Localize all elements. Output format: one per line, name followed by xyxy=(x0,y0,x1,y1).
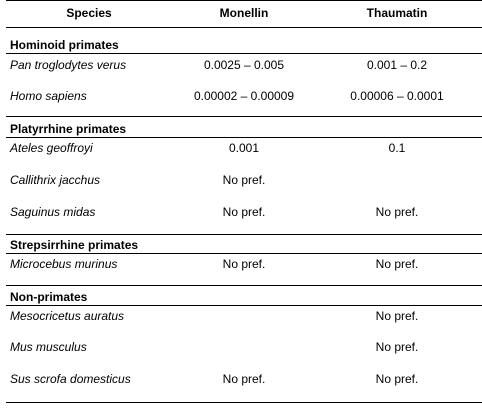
species-name: Homo sapiens xyxy=(10,89,87,103)
thaumatin-value: No pref. xyxy=(375,309,419,323)
monellin-value: No pref. xyxy=(222,205,266,219)
preference-table xyxy=(6,0,482,405)
group-heading: Hominoid primates xyxy=(10,38,119,52)
group-separator xyxy=(6,234,482,235)
thaumatin-value: No pref. xyxy=(375,205,419,219)
species-name: Ateles geoffroyi xyxy=(10,141,93,155)
species-name: Mesocricetus auratus xyxy=(10,309,125,323)
table-top-rule xyxy=(6,0,482,1)
table-bottom-rule xyxy=(6,402,482,403)
species-name: Pan troglodytes verus xyxy=(10,58,127,72)
monellin-value: 0.0025 – 0.005 xyxy=(203,58,285,72)
species-name: Saguinus midas xyxy=(10,205,96,219)
thaumatin-value: 0.001 – 0.2 xyxy=(366,58,428,72)
group-rule xyxy=(6,137,482,138)
group-rule xyxy=(6,253,482,254)
monellin-value: No pref. xyxy=(222,372,266,386)
monellin-value: No pref. xyxy=(222,173,266,187)
thaumatin-value: 0.00006 – 0.0001 xyxy=(350,89,444,103)
monellin-value: 0.00002 – 0.00009 xyxy=(193,89,295,103)
group-rule xyxy=(6,53,482,54)
column-header-monellin: Monellin xyxy=(219,6,269,20)
header-rule xyxy=(6,27,482,28)
monellin-value: No pref. xyxy=(222,257,266,271)
group-separator xyxy=(6,116,482,117)
group-heading: Non-primates xyxy=(10,290,88,304)
thaumatin-value: No pref. xyxy=(375,257,419,271)
group-separator xyxy=(6,285,482,286)
monellin-value: 0.001 xyxy=(228,141,260,155)
species-name: Sus scrofa domesticus xyxy=(10,372,131,386)
group-rule xyxy=(6,305,482,306)
group-heading: Strepsirrhine primates xyxy=(10,238,139,252)
thaumatin-value: 0.1 xyxy=(388,141,406,155)
species-name: Microcebus murinus xyxy=(10,257,118,271)
group-heading: Platyrrhine primates xyxy=(10,122,127,136)
column-header-thaumatin: Thaumatin xyxy=(366,6,428,20)
thaumatin-value: No pref. xyxy=(375,372,419,386)
column-header-species: Species xyxy=(66,6,112,20)
species-name: Mus musculus xyxy=(10,340,87,354)
thaumatin-value: No pref. xyxy=(375,340,419,354)
species-name: Callithrix jacchus xyxy=(10,173,101,187)
